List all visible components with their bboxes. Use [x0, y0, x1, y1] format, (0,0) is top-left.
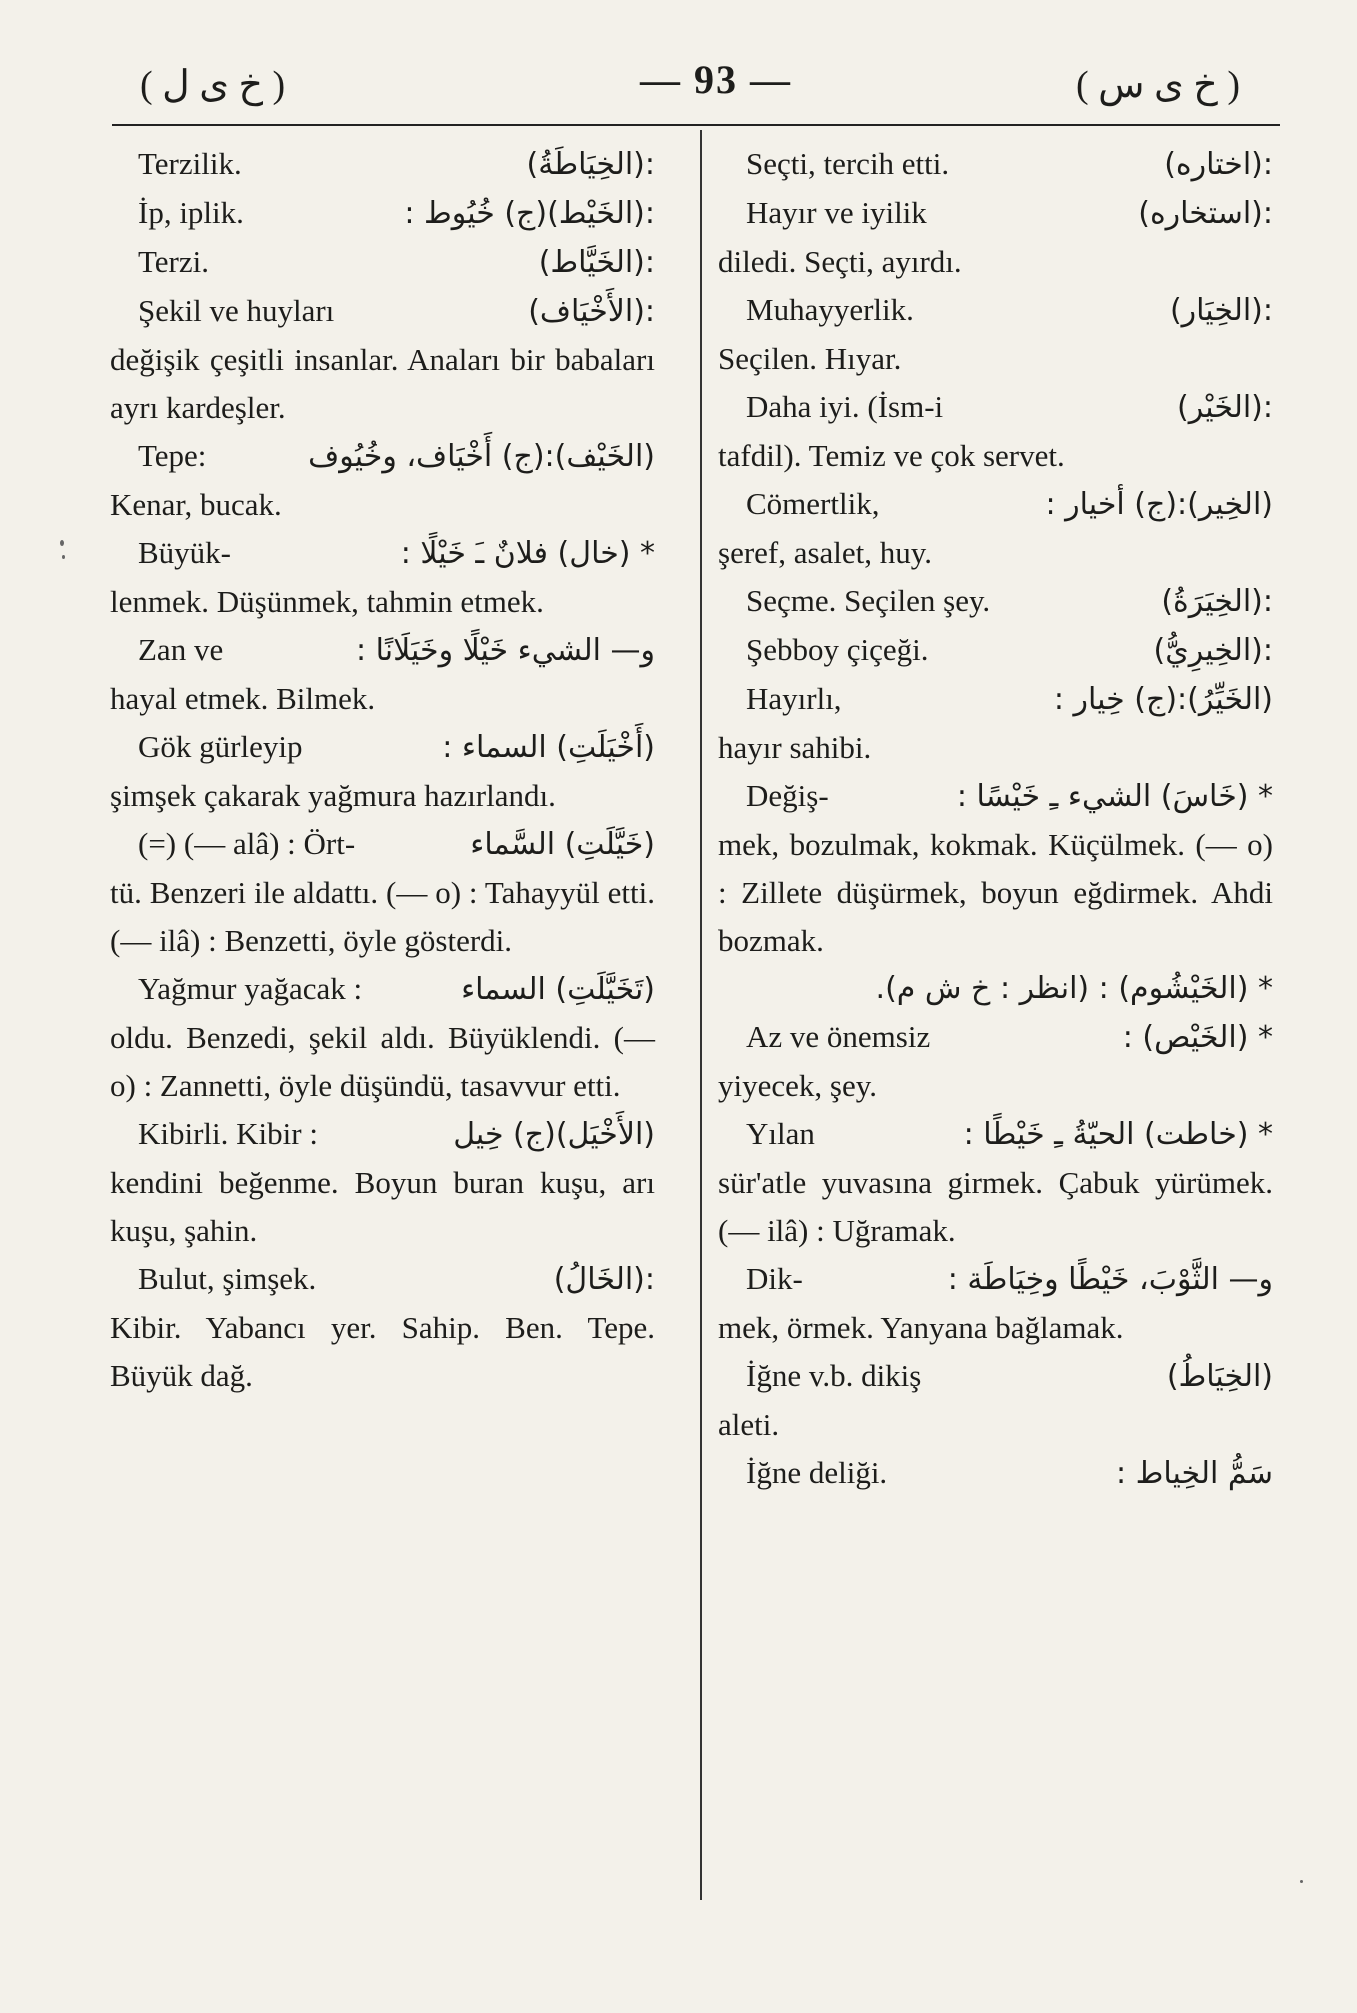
entry-head-line	[718, 286, 1273, 335]
left-guide-word: ( خ ى ل )	[140, 64, 286, 106]
entry-definition-continuation: Seçilen. Hıyar.	[718, 341, 902, 376]
dictionary-entry	[110, 189, 655, 238]
entry-arabic-headword: :(الخَيَّاط)	[538, 245, 655, 280]
entry-definition-continuation: tafdil). Temiz ve çok servet.	[718, 438, 1065, 473]
entry-arabic-headword: و— الثَّوْبَ، خَيْطًا وخِيَاطَة :	[947, 1262, 1273, 1297]
entry-definition-start: Bulut, şimşek.	[138, 1261, 317, 1296]
dictionary-entry	[718, 1352, 1273, 1449]
entry-head-line	[718, 675, 1273, 724]
entry-arabic-headword: (تَخَيَّلَتِ) السماء	[461, 972, 655, 1007]
entry-arabic-headword: :(الخِيرِيُّ)	[1153, 633, 1273, 668]
entry-definition-start: Hayırlı,	[746, 681, 842, 716]
entry-definition-start: İğne v.b. dikiş	[746, 1358, 922, 1393]
dictionary-entry	[110, 1110, 655, 1255]
entry-head-line	[718, 140, 1273, 189]
entry-arabic-headword: :(اختاره)	[1164, 147, 1273, 182]
entry-definition-start: (=) (— alâ) : Ört-	[138, 826, 356, 861]
dictionary-entry	[110, 820, 655, 965]
entry-arabic-headword: * (الخَيْشُوم) : (انظر : خ ش م).	[875, 971, 1273, 1006]
page-header	[110, 52, 1280, 122]
entry-arabic-headword: :(الخِيَار)	[1169, 293, 1273, 328]
entry-head-line	[718, 480, 1273, 529]
dictionary-entry	[718, 1255, 1273, 1352]
entry-definition-continuation: lenmek. Düşünmek, tahmin etmek.	[110, 584, 544, 619]
entry-head-line	[718, 626, 1273, 675]
entry-definition-start: Hayır ve iyilik	[746, 195, 927, 230]
entry-head-line	[718, 577, 1273, 626]
entry-definition-continuation: değişik çeşitli insanlar. Anaları bir babaları ayrı kardeşler.	[110, 342, 655, 425]
entry-arabic-headword: (الخِيَاطُ)	[1166, 1359, 1273, 1394]
entry-head-line	[110, 1110, 655, 1159]
entry-head-line	[110, 965, 655, 1014]
dictionary-entry	[718, 772, 1273, 965]
dictionary-entry	[718, 965, 1273, 1013]
entry-head-line	[718, 1110, 1273, 1159]
entry-definition-start: Terzi.	[138, 244, 209, 279]
entry-definition-start: Seçme. Seçilen şey.	[746, 583, 991, 618]
entry-head-line	[718, 383, 1273, 432]
entry-definition-continuation: aleti.	[718, 1407, 780, 1442]
dictionary-entry	[718, 1013, 1273, 1110]
entry-definition-start: Zan ve	[138, 632, 224, 667]
dictionary-entry	[718, 383, 1273, 480]
entry-head-line	[718, 965, 1273, 1013]
dictionary-entry	[110, 140, 655, 189]
entry-arabic-headword: و— الشيء خَيْلًا وخَيَلَانًا :	[355, 633, 655, 668]
entry-arabic-headword: (الأَخْيَل)(ج) خِيل	[453, 1117, 655, 1152]
paper-speck	[1300, 1880, 1303, 1883]
entry-arabic-headword: :(الأَخْيَاف)	[528, 294, 655, 329]
entry-definition-start: Yılan	[746, 1116, 815, 1151]
entry-definition-start: Seçti, tercih etti.	[746, 146, 950, 181]
entry-head-line	[718, 1013, 1273, 1062]
entry-head-line	[718, 772, 1273, 821]
entry-definition-start: Daha iyi. (İsm-i	[746, 389, 944, 424]
entry-head-line	[110, 140, 655, 189]
entry-definition-start: Terzilik.	[138, 146, 242, 181]
entry-arabic-headword: (الخِير):(ج) أخيار :	[1045, 487, 1273, 522]
dictionary-entry	[718, 286, 1273, 383]
dictionary-entry	[718, 626, 1273, 675]
entry-definition-start: Büyük-	[138, 535, 231, 570]
entry-definition-start: Şebboy çiçeği.	[746, 632, 929, 667]
entry-head-line	[110, 626, 655, 675]
page-number: — 93 —	[640, 57, 792, 102]
entry-head-line	[110, 432, 655, 481]
entry-definition-start: Tepe:	[138, 438, 207, 473]
entry-arabic-headword: سَمُّ الخِياط :	[1115, 1456, 1273, 1491]
entry-arabic-headword: (خَيَّلَتِ) السَّماء	[470, 827, 655, 862]
entry-definition-continuation: yiyecek, şey.	[718, 1068, 877, 1103]
entry-definition-start: Dik-	[746, 1261, 803, 1296]
entry-head-line	[718, 1255, 1273, 1304]
entry-definition-start: Az ve önemsiz	[746, 1019, 931, 1054]
entry-definition-continuation: diledi. Seçti, ayırdı.	[718, 244, 962, 279]
entry-definition-continuation: şeref, asalet, huy.	[718, 535, 933, 570]
dictionary-entry	[718, 1110, 1273, 1255]
entry-arabic-headword: :(استخاره)	[1138, 196, 1273, 231]
entry-head-line	[718, 1449, 1273, 1498]
entry-head-line	[110, 238, 655, 287]
entry-definition-continuation: mek, bozulmak, kokmak. Küçülmek. (— o) : Zillete düşürmek, boyun eğdirmek. Ahdi bozmak.	[718, 827, 1273, 958]
entry-arabic-headword: :(الخِيَاطَةُ)	[526, 147, 655, 182]
dictionary-entry	[718, 577, 1273, 626]
dictionary-entry	[110, 287, 655, 432]
dictionary-entry	[718, 140, 1273, 189]
dictionary-entry	[110, 1255, 655, 1400]
entry-definition-start: Muhayyerlik.	[746, 292, 914, 327]
entry-definition-continuation: oldu. Benzedi, şekil aldı. Büyüklendi. (— o) : Zannetti, öyle düşündü, tasavvur etti.	[110, 1020, 655, 1103]
entry-arabic-headword: * (خَاسَ) الشيء ـِ خَيْسًا :	[956, 779, 1273, 814]
paper-speck	[60, 540, 64, 546]
dictionary-entry	[110, 723, 655, 820]
entry-definition-continuation: sür'atle yuvasına girmek. Çabuk yürümek. (— ilâ) : Uğramak.	[718, 1165, 1273, 1248]
entry-definition-start: İğne deliği.	[746, 1455, 888, 1490]
entry-definition-start: Değiş-	[746, 778, 829, 813]
entry-head-line	[110, 529, 655, 578]
dictionary-entry	[718, 1449, 1273, 1498]
entry-arabic-headword: (الخَيِّرُ):(ج) خِيار :	[1053, 682, 1273, 717]
entry-definition-continuation: Kenar, bucak.	[110, 487, 282, 522]
entry-arabic-headword: * (خال) فلانٌ ـَ خَيْلًا :	[400, 536, 655, 571]
entry-arabic-headword: (الخَيْف):(ج) أَخْيَاف، وخُيُوف	[308, 439, 655, 474]
entry-arabic-headword: :(الخَيْط)(ج) خُيُوط :	[404, 196, 655, 231]
dictionary-entry	[110, 529, 655, 626]
paper-speck	[62, 555, 65, 559]
entry-arabic-headword: :(الخِيَرَةُ)	[1161, 584, 1273, 619]
entry-definition-start: Şekil ve huyları	[138, 293, 335, 328]
right-column	[718, 140, 1273, 1498]
entry-definition-continuation: Kibir. Yabancı yer. Sahip. Ben. Tepe. Büyük dağ.	[110, 1310, 655, 1393]
left-column	[110, 140, 655, 1400]
entry-definition-continuation: kendini beğenme. Boyun buran kuşu, arı kuşu, şahin.	[110, 1165, 655, 1248]
entry-definition-continuation: hayır sahibi.	[718, 730, 872, 765]
entry-arabic-headword: * (الخَيْص) :	[1122, 1020, 1273, 1055]
entry-head-line	[110, 189, 655, 238]
entry-definition-start: Gök gürleyip	[138, 729, 303, 764]
dictionary-entry	[718, 480, 1273, 577]
dictionary-entry	[110, 432, 655, 529]
entry-arabic-headword: :(الخَيْر)	[1177, 390, 1273, 425]
dictionary-entry	[718, 189, 1273, 286]
dictionary-entry	[110, 238, 655, 287]
entry-definition-start: Cömertlik,	[746, 486, 880, 521]
entry-definition-continuation: şimşek çakarak yağmura hazırlandı.	[110, 778, 556, 813]
entry-definition-start: İp, iplik.	[138, 195, 244, 230]
entry-definition-continuation: tü. Benzeri ile aldattı. (— o) : Tahayyül etti. (— ilâ) : Benzetti, öyle gösterdi.	[110, 875, 655, 958]
entry-head-line	[110, 723, 655, 772]
entry-arabic-headword: (أَخْيَلَتِ) السماء :	[442, 730, 655, 765]
dictionary-entry	[110, 965, 655, 1110]
right-guide-word: ( خ ى س )	[1076, 64, 1240, 106]
entry-head-line	[110, 1255, 655, 1304]
entry-definition-start: Yağmur yağacak :	[138, 971, 363, 1006]
dictionary-entry	[110, 626, 655, 723]
entry-definition-start: Kibirli. Kibir :	[138, 1116, 318, 1151]
entry-definition-continuation: mek, örmek. Yanyana bağlamak.	[718, 1310, 1124, 1345]
entry-arabic-headword: :(الخَالُ)	[553, 1262, 655, 1297]
entry-arabic-headword: * (خاطت) الحيّةُ ـِ خَيْطًا :	[963, 1117, 1273, 1152]
header-rule	[112, 124, 1280, 126]
entry-head-line	[110, 820, 655, 869]
dictionary-entry	[718, 675, 1273, 772]
column-divider	[700, 130, 702, 1900]
entry-head-line	[718, 189, 1273, 238]
entry-head-line	[718, 1352, 1273, 1401]
entry-head-line	[110, 287, 655, 336]
entry-definition-continuation: hayal etmek. Bilmek.	[110, 681, 376, 716]
